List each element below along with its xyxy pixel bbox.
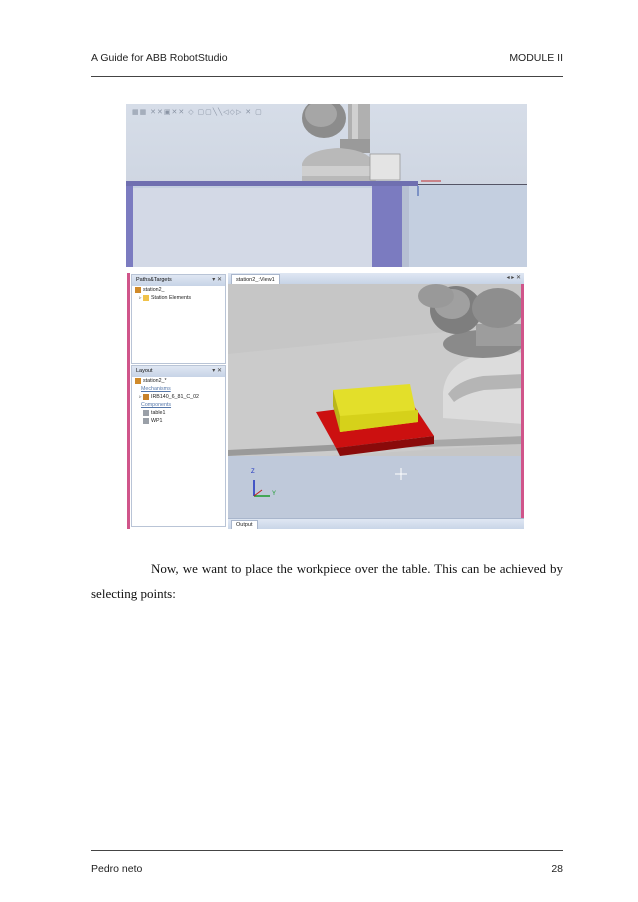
expand-icon[interactable]: ▹ xyxy=(139,295,142,301)
body-paragraph-line1: Now, we want to place the workpiece over the table. This can be achieved by xyxy=(151,561,563,576)
footer-author: Pedro neto xyxy=(91,863,143,875)
tree-item-table1[interactable]: table1 xyxy=(135,409,225,417)
scene-illustration xyxy=(228,284,524,518)
part-icon xyxy=(143,418,149,424)
axis-label-z: Z xyxy=(251,469,255,475)
page-number: 28 xyxy=(551,863,563,875)
mechanisms-label: Mechanisms xyxy=(141,386,171,392)
screenshot-robot-table xyxy=(126,104,527,267)
header-rule xyxy=(91,76,563,77)
paths-targets-panel xyxy=(131,274,226,364)
header-title: A Guide for ABB RobotStudio xyxy=(91,52,228,64)
screenshot-robotstudio-ui xyxy=(127,273,524,529)
part-icon xyxy=(143,410,149,416)
tree-item-station[interactable]: station2_* xyxy=(135,377,225,385)
layout-tree xyxy=(132,377,225,425)
axis-label-y: Y xyxy=(272,491,277,497)
page-footer xyxy=(91,863,563,879)
layout-title: Layout xyxy=(136,368,153,374)
pin-icon[interactable]: ▾ ✕ xyxy=(212,368,222,374)
footer-rule xyxy=(91,850,563,851)
paths-tree xyxy=(132,286,225,302)
3d-view[interactable] xyxy=(228,273,524,529)
view-tab[interactable]: station2_:View1 xyxy=(231,274,280,285)
tree-item-station-elements[interactable]: ▹ Station Elements xyxy=(139,295,192,301)
panel-title xyxy=(132,275,225,286)
tab-controls[interactable]: ◂ ▸ ✕ xyxy=(506,275,521,281)
paths-targets-title: Paths&Targets xyxy=(136,277,172,283)
expand-icon[interactable]: ▹ xyxy=(139,394,142,400)
output-bar xyxy=(228,518,524,529)
view-toolbar-icons: ▦▦ ✕✕▣✕✕ ◇ ▢▢╲╲◁◇▷ ✕ ▢ xyxy=(132,109,263,116)
components-label: Components xyxy=(141,402,172,408)
output-tab[interactable]: Output xyxy=(231,520,258,529)
tree-item-robot[interactable]: ▹ IRB140_6_81_C_02 xyxy=(139,394,200,400)
layout-panel xyxy=(131,365,226,527)
tree-item-wp1[interactable]: WP1 xyxy=(135,417,225,425)
pin-icon[interactable]: ▾ ✕ xyxy=(212,277,222,283)
tree-item-station[interactable]: station2_ xyxy=(135,286,225,294)
page-header xyxy=(91,52,563,68)
station-icon xyxy=(135,378,141,384)
station-icon xyxy=(135,287,141,293)
body-paragraph-line2: selecting points: xyxy=(91,586,176,601)
robot-icon xyxy=(143,394,149,400)
panel-title xyxy=(132,366,225,377)
header-module: MODULE II xyxy=(509,52,563,64)
folder-icon xyxy=(143,295,149,301)
table-leg xyxy=(372,186,402,267)
